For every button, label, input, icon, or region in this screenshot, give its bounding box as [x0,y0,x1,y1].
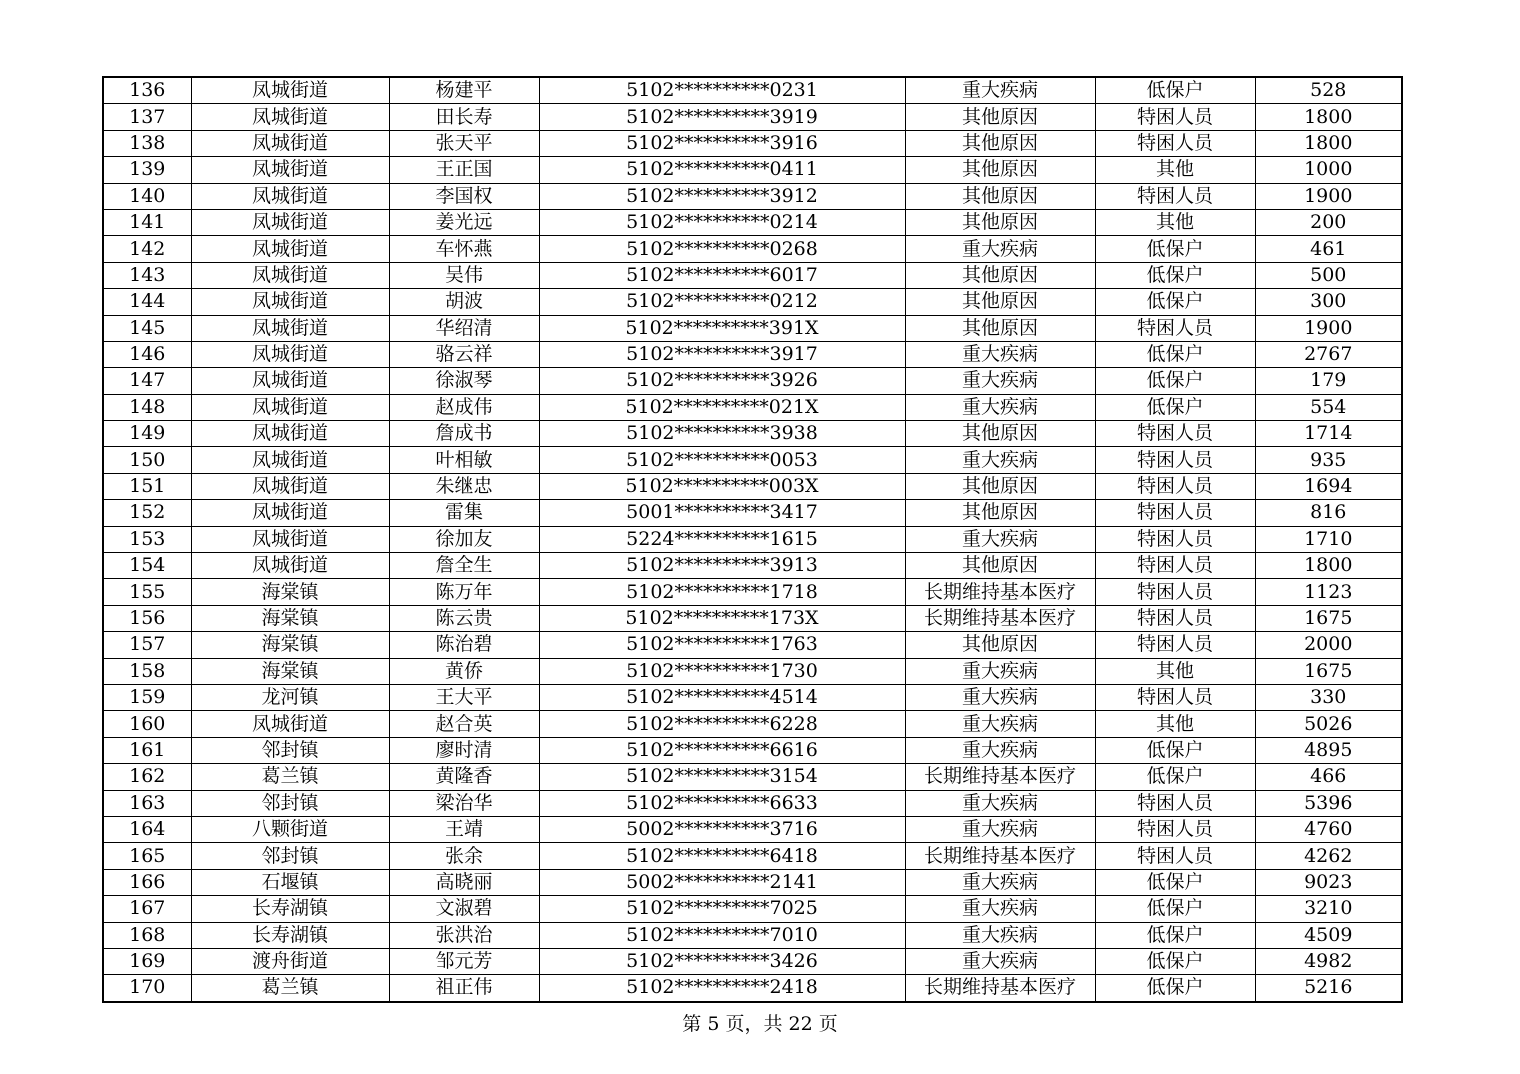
cell-district: 凤城街道 [191,711,389,737]
cell-row-number: 144 [103,289,191,315]
cell-row-number: 138 [103,130,191,156]
table-row [103,684,1402,710]
cell-id-number: 5102**********0411 [539,157,905,183]
table-row [103,209,1402,235]
cell-name: 王正国 [389,157,539,183]
cell-reason: 其他原因 [905,289,1095,315]
table-row [103,473,1402,499]
cell-reason: 重大疾病 [905,790,1095,816]
cell-row-number: 142 [103,236,191,262]
cell-category: 特困人员 [1095,130,1255,156]
cell-row-number: 161 [103,737,191,763]
cell-district: 邻封镇 [191,737,389,763]
cell-row-number: 165 [103,843,191,869]
cell-category: 其他 [1095,209,1255,235]
table-row [103,104,1402,130]
cell-amount: 200 [1255,209,1402,235]
cell-name: 华绍清 [389,315,539,341]
cell-reason: 其他原因 [905,421,1095,447]
cell-name: 陈云贵 [389,605,539,631]
cell-id-number: 5102**********1718 [539,579,905,605]
cell-category: 特困人员 [1095,579,1255,605]
cell-category: 低保户 [1095,341,1255,367]
cell-name: 高晓丽 [389,869,539,895]
cell-reason: 其他原因 [905,553,1095,579]
cell-amount: 1714 [1255,421,1402,447]
cell-amount: 4509 [1255,922,1402,948]
cell-row-number: 157 [103,632,191,658]
cell-district: 凤城街道 [191,315,389,341]
cell-category: 低保户 [1095,737,1255,763]
cell-reason: 重大疾病 [905,341,1095,367]
cell-amount: 1123 [1255,579,1402,605]
cell-amount: 1000 [1255,157,1402,183]
cell-name: 陈治碧 [389,632,539,658]
cell-district: 海棠镇 [191,605,389,631]
table-row [103,236,1402,262]
cell-row-number: 154 [103,553,191,579]
cell-id-number: 5102**********3938 [539,421,905,447]
cell-name: 黄隆香 [389,764,539,790]
cell-reason: 长期维持基本医疗 [905,843,1095,869]
cell-name: 赵合英 [389,711,539,737]
cell-reason: 其他原因 [905,130,1095,156]
cell-row-number: 147 [103,368,191,394]
cell-reason: 重大疾病 [905,869,1095,895]
cell-category: 特困人员 [1095,315,1255,341]
cell-district: 凤城街道 [191,289,389,315]
cell-reason: 其他原因 [905,104,1095,130]
cell-name: 詹全生 [389,553,539,579]
cell-amount: 4895 [1255,737,1402,763]
cell-reason: 长期维持基本医疗 [905,975,1095,1002]
cell-id-number: 5102**********6633 [539,790,905,816]
cell-category: 低保户 [1095,975,1255,1002]
cell-district: 凤城街道 [191,553,389,579]
cell-district: 长寿湖镇 [191,922,389,948]
cell-district: 海棠镇 [191,658,389,684]
table-row [103,341,1402,367]
cell-id-number: 5102**********3926 [539,368,905,394]
cell-category: 特困人员 [1095,183,1255,209]
cell-name: 张余 [389,843,539,869]
cell-category: 特困人员 [1095,632,1255,658]
cell-name: 徐加友 [389,526,539,552]
cell-amount: 4760 [1255,816,1402,842]
cell-row-number: 166 [103,869,191,895]
cell-reason: 重大疾病 [905,711,1095,737]
cell-district: 葛兰镇 [191,975,389,1002]
cell-reason: 长期维持基本医疗 [905,605,1095,631]
cell-name: 车怀燕 [389,236,539,262]
cell-district: 凤城街道 [191,157,389,183]
cell-district: 凤城街道 [191,526,389,552]
cell-amount: 5396 [1255,790,1402,816]
cell-id-number: 5102**********6228 [539,711,905,737]
cell-name: 邹元芳 [389,948,539,974]
cell-amount: 179 [1255,368,1402,394]
cell-reason: 重大疾病 [905,684,1095,710]
cell-name: 吴伟 [389,262,539,288]
cell-row-number: 160 [103,711,191,737]
cell-row-number: 153 [103,526,191,552]
cell-row-number: 150 [103,447,191,473]
cell-id-number: 5102**********3912 [539,183,905,209]
table-body [103,77,1402,1002]
cell-district: 渡舟街道 [191,948,389,974]
cell-district: 八颗街道 [191,816,389,842]
table-row [103,447,1402,473]
cell-id-number: 5002**********2141 [539,869,905,895]
cell-name: 张天平 [389,130,539,156]
table-row [103,975,1402,1002]
cell-row-number: 151 [103,473,191,499]
cell-name: 骆云祥 [389,341,539,367]
cell-reason: 重大疾病 [905,394,1095,420]
cell-amount: 1675 [1255,605,1402,631]
cell-reason: 重大疾病 [905,922,1095,948]
cell-id-number: 5102**********3917 [539,341,905,367]
cell-id-number: 5102**********2418 [539,975,905,1002]
cell-id-number: 5224**********1615 [539,526,905,552]
cell-id-number: 5102**********3919 [539,104,905,130]
cell-row-number: 137 [103,104,191,130]
cell-amount: 1900 [1255,315,1402,341]
table-row [103,579,1402,605]
cell-row-number: 155 [103,579,191,605]
cell-district: 凤城街道 [191,236,389,262]
cell-category: 低保户 [1095,394,1255,420]
cell-category: 特困人员 [1095,526,1255,552]
cell-id-number: 5102**********391X [539,315,905,341]
cell-amount: 1800 [1255,130,1402,156]
cell-id-number: 5102**********0231 [539,77,905,104]
cell-name: 叶相敏 [389,447,539,473]
cell-reason: 重大疾病 [905,737,1095,763]
cell-reason: 长期维持基本医疗 [905,764,1095,790]
cell-amount: 554 [1255,394,1402,420]
cell-category: 低保户 [1095,869,1255,895]
cell-reason: 长期维持基本医疗 [905,579,1095,605]
cell-reason: 重大疾病 [905,77,1095,104]
cell-category: 特困人员 [1095,421,1255,447]
cell-district: 凤城街道 [191,183,389,209]
cell-name: 王靖 [389,816,539,842]
table-row [103,421,1402,447]
cell-amount: 2767 [1255,341,1402,367]
cell-category: 低保户 [1095,896,1255,922]
page-footer: 第 5 页，共 22 页 [682,1013,838,1035]
cell-amount: 500 [1255,262,1402,288]
cell-amount: 1710 [1255,526,1402,552]
cell-name: 陈万年 [389,579,539,605]
cell-district: 凤城街道 [191,130,389,156]
table-row [103,157,1402,183]
cell-district: 邻封镇 [191,790,389,816]
cell-district: 凤城街道 [191,368,389,394]
cell-amount: 4262 [1255,843,1402,869]
cell-reason: 重大疾病 [905,447,1095,473]
cell-amount: 1900 [1255,183,1402,209]
cell-row-number: 148 [103,394,191,420]
cell-id-number: 5102**********0212 [539,289,905,315]
cell-row-number: 158 [103,658,191,684]
cell-id-number: 5102**********6616 [539,737,905,763]
cell-row-number: 143 [103,262,191,288]
table-row [103,394,1402,420]
table-row [103,183,1402,209]
cell-category: 低保户 [1095,922,1255,948]
cell-id-number: 5102**********3913 [539,553,905,579]
cell-row-number: 136 [103,77,191,104]
table-row [103,896,1402,922]
table-row [103,737,1402,763]
cell-id-number: 5102**********021X [539,394,905,420]
table-row [103,315,1402,341]
cell-name: 文淑碧 [389,896,539,922]
table-row [103,500,1402,526]
table-row [103,764,1402,790]
cell-name: 詹成书 [389,421,539,447]
cell-category: 低保户 [1095,289,1255,315]
cell-amount: 330 [1255,684,1402,710]
cell-category: 特困人员 [1095,843,1255,869]
cell-district: 凤城街道 [191,209,389,235]
cell-row-number: 159 [103,684,191,710]
table-row [103,368,1402,394]
cell-row-number: 152 [103,500,191,526]
cell-district: 石堰镇 [191,869,389,895]
cell-amount: 528 [1255,77,1402,104]
cell-name: 徐淑琴 [389,368,539,394]
table-row [103,289,1402,315]
cell-category: 特困人员 [1095,553,1255,579]
cell-row-number: 169 [103,948,191,974]
cell-amount: 1694 [1255,473,1402,499]
cell-row-number: 141 [103,209,191,235]
cell-amount: 3210 [1255,896,1402,922]
cell-name: 黄侨 [389,658,539,684]
cell-district: 凤城街道 [191,447,389,473]
cell-district: 凤城街道 [191,341,389,367]
cell-amount: 5026 [1255,711,1402,737]
cell-amount: 1800 [1255,553,1402,579]
cell-category: 低保户 [1095,948,1255,974]
cell-category: 低保户 [1095,77,1255,104]
table-row [103,553,1402,579]
cell-id-number: 5102**********0214 [539,209,905,235]
cell-district: 凤城街道 [191,262,389,288]
cell-district: 邻封镇 [191,843,389,869]
cell-row-number: 162 [103,764,191,790]
cell-district: 凤城街道 [191,77,389,104]
cell-reason: 其他原因 [905,183,1095,209]
cell-amount: 466 [1255,764,1402,790]
table-row [103,658,1402,684]
table-row [103,948,1402,974]
cell-name: 姜光远 [389,209,539,235]
cell-name: 胡波 [389,289,539,315]
cell-name: 廖时清 [389,737,539,763]
table-row [103,605,1402,631]
cell-id-number: 5102**********7010 [539,922,905,948]
cell-amount: 4982 [1255,948,1402,974]
cell-amount: 1675 [1255,658,1402,684]
cell-category: 特困人员 [1095,816,1255,842]
table-row [103,790,1402,816]
cell-district: 海棠镇 [191,632,389,658]
cell-category: 特困人员 [1095,447,1255,473]
cell-row-number: 170 [103,975,191,1002]
cell-category: 特困人员 [1095,605,1255,631]
cell-amount: 2000 [1255,632,1402,658]
cell-name: 朱继忠 [389,473,539,499]
cell-row-number: 145 [103,315,191,341]
table-row [103,711,1402,737]
cell-amount: 5216 [1255,975,1402,1002]
cell-category: 低保户 [1095,368,1255,394]
cell-amount: 816 [1255,500,1402,526]
cell-category: 特困人员 [1095,790,1255,816]
cell-category: 其他 [1095,711,1255,737]
cell-id-number: 5102**********6418 [539,843,905,869]
cell-category: 特困人员 [1095,500,1255,526]
cell-name: 雷集 [389,500,539,526]
cell-district: 葛兰镇 [191,764,389,790]
cell-row-number: 149 [103,421,191,447]
cell-reason: 重大疾病 [905,896,1095,922]
cell-reason: 重大疾病 [905,368,1095,394]
cell-id-number: 5102**********3426 [539,948,905,974]
cell-id-number: 5102**********6017 [539,262,905,288]
cell-name: 祖正伟 [389,975,539,1002]
cell-district: 凤城街道 [191,104,389,130]
cell-reason: 其他原因 [905,209,1095,235]
cell-id-number: 5102**********0268 [539,236,905,262]
cell-reason: 其他原因 [905,632,1095,658]
cell-amount: 9023 [1255,869,1402,895]
cell-reason: 重大疾病 [905,816,1095,842]
cell-row-number: 164 [103,816,191,842]
cell-reason: 其他原因 [905,500,1095,526]
cell-id-number: 5102**********7025 [539,896,905,922]
cell-id-number: 5102**********173X [539,605,905,631]
cell-reason: 其他原因 [905,315,1095,341]
cell-id-number: 5102**********003X [539,473,905,499]
cell-category: 低保户 [1095,262,1255,288]
cell-amount: 1800 [1255,104,1402,130]
cell-district: 凤城街道 [191,473,389,499]
table-row [103,526,1402,552]
cell-row-number: 156 [103,605,191,631]
table-row [103,130,1402,156]
cell-id-number: 5001**********3417 [539,500,905,526]
cell-district: 凤城街道 [191,394,389,420]
cell-reason: 其他原因 [905,262,1095,288]
cell-reason: 重大疾病 [905,658,1095,684]
cell-name: 田长寿 [389,104,539,130]
cell-id-number: 5002**********3716 [539,816,905,842]
cell-name: 杨建平 [389,77,539,104]
cell-reason: 其他原因 [905,157,1095,183]
cell-category: 特困人员 [1095,684,1255,710]
cell-row-number: 140 [103,183,191,209]
table-row [103,77,1402,104]
cell-name: 赵成伟 [389,394,539,420]
cell-reason: 重大疾病 [905,526,1095,552]
cell-district: 海棠镇 [191,579,389,605]
cell-category: 低保户 [1095,764,1255,790]
cell-amount: 935 [1255,447,1402,473]
cell-id-number: 5102**********3916 [539,130,905,156]
data-table [102,76,1403,1003]
cell-amount: 461 [1255,236,1402,262]
cell-name: 张洪治 [389,922,539,948]
cell-reason: 其他原因 [905,473,1095,499]
table-row [103,632,1402,658]
cell-category: 特困人员 [1095,104,1255,130]
cell-id-number: 5102**********0053 [539,447,905,473]
cell-name: 王大平 [389,684,539,710]
cell-row-number: 139 [103,157,191,183]
cell-id-number: 5102**********1730 [539,658,905,684]
cell-name: 梁治华 [389,790,539,816]
cell-district: 凤城街道 [191,421,389,447]
cell-row-number: 163 [103,790,191,816]
cell-amount: 300 [1255,289,1402,315]
cell-id-number: 5102**********4514 [539,684,905,710]
table-row [103,843,1402,869]
table-row [103,262,1402,288]
cell-district: 龙河镇 [191,684,389,710]
cell-category: 其他 [1095,157,1255,183]
cell-district: 长寿湖镇 [191,896,389,922]
cell-id-number: 5102**********1763 [539,632,905,658]
cell-row-number: 167 [103,896,191,922]
cell-category: 特困人员 [1095,473,1255,499]
cell-category: 其他 [1095,658,1255,684]
cell-reason: 重大疾病 [905,948,1095,974]
cell-district: 凤城街道 [191,500,389,526]
cell-reason: 重大疾病 [905,236,1095,262]
table-row [103,816,1402,842]
cell-id-number: 5102**********3154 [539,764,905,790]
table-row [103,869,1402,895]
table-row [103,922,1402,948]
cell-row-number: 146 [103,341,191,367]
cell-row-number: 168 [103,922,191,948]
cell-name: 李国权 [389,183,539,209]
cell-category: 低保户 [1095,236,1255,262]
